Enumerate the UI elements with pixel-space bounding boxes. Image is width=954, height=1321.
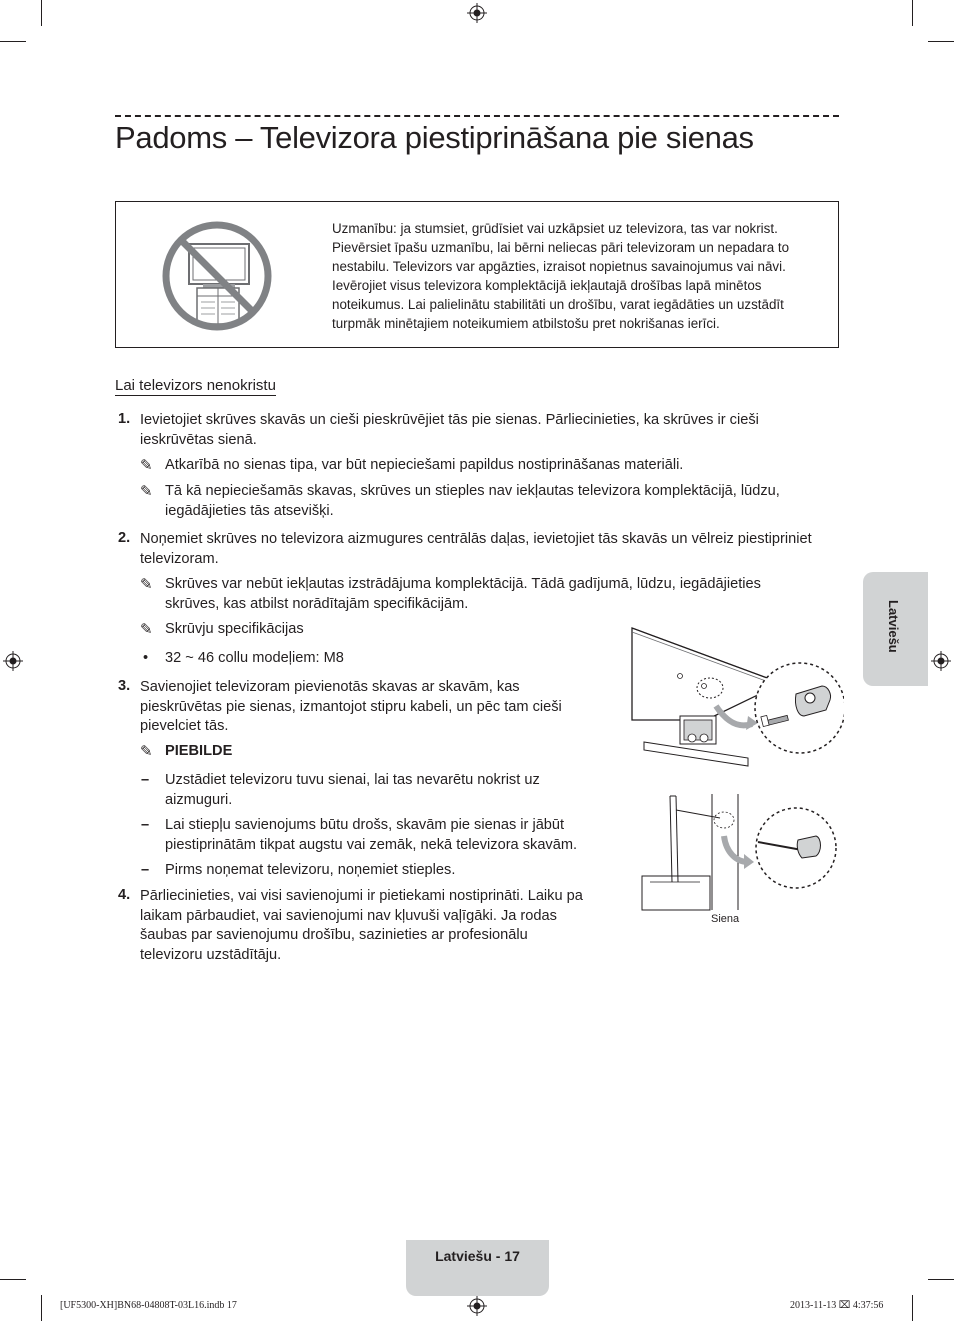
registration-mark-icon <box>467 3 487 23</box>
dash-text: Lai stiepļu savienojums būtu drošs, skavām pie sienas ir jābūt piestiprinātām tikpat augstu vai zemāk, nekā televizora skavām. <box>165 817 578 853</box>
crop-mark <box>928 1279 954 1280</box>
crop-mark <box>41 0 42 26</box>
note-text: Skrūves var nebūt iekļautas izstrādājuma komplektācijā. Tādā gadījumā, lūdzu, iegādājieties skrūves, kas atbilst norādītajām specifikācijām. <box>165 576 761 612</box>
section-heading: Lai televizors nenokristu <box>115 377 276 394</box>
wall-mount-illustration <box>640 790 840 912</box>
registration-mark-icon <box>931 651 951 671</box>
warning-box <box>115 201 839 348</box>
crop-mark <box>0 1279 26 1280</box>
dash-icon: – <box>141 862 150 878</box>
crop-mark <box>912 1295 913 1321</box>
step-text: Ievietojiet skrūves skavās un cieši pieskrūvējiet tās pie sienas. Pārliecinieties, ka skrūves ir cieši ieskrūvētas sienā. <box>140 412 759 448</box>
dash-icon: – <box>141 772 150 788</box>
crop-mark <box>912 0 913 26</box>
dash-text: Uzstādiet televizoru tuvu sienai, lai tas nevarētu nokrist uz aizmuguri. <box>165 772 540 808</box>
registration-mark-icon <box>467 1296 487 1316</box>
title-rule <box>115 115 839 117</box>
note-text: Tā kā nepieciešamās skavas, skrūves un stieples nav iekļautas televizora komplektācijā, lūdzu, iegādājieties tās atsevišķi. <box>165 483 780 519</box>
tv-bracket-illustration <box>628 624 844 776</box>
language-side-tab <box>863 572 928 686</box>
step-number: 2. <box>118 530 131 546</box>
note-text: Skrūvju specifikācijas <box>165 621 304 637</box>
warning-text: Uzmanību: ja stumsiet, grūdīsiet vai uzkāpsiet uz televizora, tas var nokrist. Pievērsiet īpašu uzmanību, lai bērni neliecas pāri televizoram un nepadara to nestabilu. Televizors var apgāzties, izraisot nopietnus savainojumus vai nāvi. Ievērojiet visus televizora komplektācijā iekļautajā drošības lapā minētos noteikumus. Lai palielinātu stabilitāti un drošību, varat iegādāties un uzstādīt turpmāk minētajiem noteikumiem atbilstošu pret nokrišanas ierīci. <box>332 221 790 331</box>
step-number: 1. <box>118 411 131 427</box>
note-icon: ✎ <box>140 483 153 500</box>
note-icon: ✎ <box>140 576 153 593</box>
page-number: Latviešu - 17 <box>435 1248 520 1264</box>
note-icon: ✎ <box>140 457 153 474</box>
crop-mark <box>928 41 954 42</box>
note-icon: ✎ <box>140 621 153 638</box>
registration-mark-icon <box>3 651 23 671</box>
note-icon: ✎ <box>140 743 153 760</box>
step-text: Savienojiet televizoram pievienotās skavas ar skavām, kas pieskrūvētas pie sienas, izmantojot stipru kabeli, un pēc tam cieši pievelciet tās. <box>140 679 562 734</box>
step-number: 4. <box>118 887 131 903</box>
language-side-tab-label: Latviešu <box>886 600 901 653</box>
step-number: 3. <box>118 678 131 694</box>
bullet-text: 32 ~ 46 collu modeļiem: M8 <box>165 650 344 666</box>
wall-label: Siena <box>711 913 740 925</box>
no-climbing-tv-icon <box>159 218 275 334</box>
page-number-tab <box>406 1240 549 1296</box>
note-label: PIEBILDE <box>165 743 233 759</box>
note-text: Atkarībā no sienas tipa, var būt nepieciešami papildus nostiprināšanas materiāli. <box>165 457 684 473</box>
dash-text: Pirms noņemat televizoru, noņemiet stieples. <box>165 862 456 878</box>
step-text: Noņemiet skrūves no televizora aizmugures centrālās daļas, ievietojiet tās skavās un vēlreiz piestipriniet televizoram. <box>140 531 812 567</box>
step-text: Pārliecinieties, vai visi savienojumi ir pietiekami nostiprināti. Laiku pa laikam pārbaudiet, vai savienojumi nav kļuvuši vaļīgāki. Ja rodas šaubas par savienojumu drošību, sazinieties ar profesionālu televizoru uzstādītāju. <box>140 888 583 963</box>
dash-icon: – <box>141 817 150 833</box>
slug-right: 2013-11-13 ⌧ 4:37:56 <box>790 1300 884 1311</box>
slug-left: [UF5300-XH]BN68-04808T-03L16.indb 17 <box>60 1300 237 1311</box>
bullet-icon: • <box>143 650 149 666</box>
crop-mark <box>41 1295 42 1321</box>
crop-mark <box>0 41 26 42</box>
page-title: Padoms – Televizora piestiprināšana pie sienas <box>115 120 754 155</box>
